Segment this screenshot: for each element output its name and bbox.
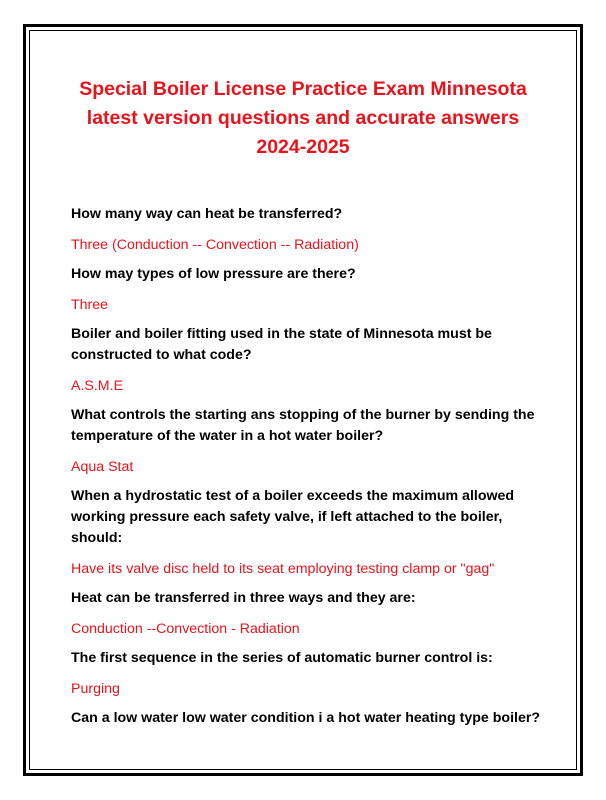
question-5: When a hydrostatic test of a boiler exceeds the maximum allowed working pressure each safety valve, if left attached to the boiler, should:: [71, 488, 515, 546]
answer-5: Have its valve disc held to its seat employing testing clamp or "gag": [71, 561, 495, 577]
question-3: Boiler and boiler fitting used in the state of Minnesota must be constructed to what code?: [71, 326, 492, 363]
answer-6: Conduction --Convection - Radiation: [71, 621, 300, 637]
answer-1: Three (Conduction -- Convection -- Radiation): [71, 237, 359, 253]
question-6: Heat can be transferred in three ways and they are:: [71, 590, 416, 606]
qa-list: [71, 204, 551, 739]
answer-7: Purging: [71, 681, 120, 697]
document-title: Special Boiler License Practice Exam Minnesota latest version questions and accurate answers 2024-2025: [79, 78, 527, 158]
question-4: What controls the starting ans stopping of the burner by sending the temperature of the water in a hot water boiler?: [71, 407, 535, 444]
answer-4: Aqua Stat: [71, 459, 134, 475]
question-7: The first sequence in the series of automatic burner control is:: [71, 650, 493, 666]
question-8: Can a low water low water condition i a hot water heating type boiler?: [71, 710, 541, 726]
answer-2: Three: [71, 297, 109, 313]
question-1: How many way can heat be transferred?: [71, 206, 343, 222]
question-2: How may types of low pressure are there?: [71, 266, 356, 282]
answer-3: A.S.M.E: [71, 378, 124, 394]
